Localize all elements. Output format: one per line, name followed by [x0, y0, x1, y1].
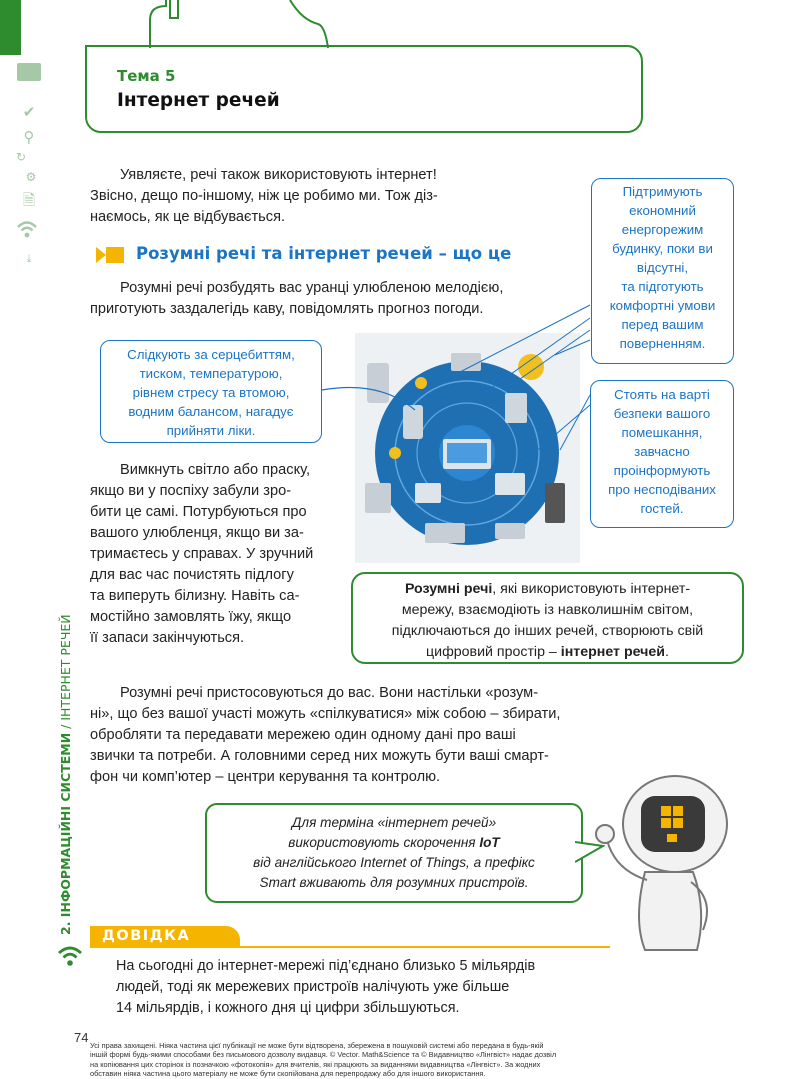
wifi-icon: [16, 218, 38, 240]
callout-security: [590, 380, 734, 528]
intro-paragraph: [90, 165, 530, 228]
download-icon: ⤓: [26, 252, 32, 265]
footer-line: обставин ніяка частина цього матеріалу не може бути скопійована для перепродажу або для іншого використання.: [90, 1069, 486, 1079]
callout-health-line: Слідкують за серцебиттям,: [127, 347, 295, 362]
callout-connectors: [320, 300, 600, 470]
paragraph-1-line: Розумні речі розбудять вас уранці улюбленою мелодією,: [120, 280, 504, 296]
section-heading-text: Розумні речі та інтернет речей – що це: [136, 244, 512, 263]
paragraph-2-line: Вимкнуть світло або праску,: [120, 462, 311, 478]
note-term-iot: IoT: [479, 835, 500, 850]
definition-term-iot: інтернет речей: [560, 644, 665, 660]
definition-text: .: [665, 644, 669, 660]
footer-line: на копіювання цих сторінок із позначкою «фотокопія» для вчителів, які працюють за виданнями видавництва «Лінгвіст». За жодних: [90, 1059, 541, 1069]
iot-note-bubble: [205, 803, 583, 903]
paragraph-2-line: її запаси закінчуються.: [90, 630, 245, 646]
reference-line: На сьогодні до інтернет-мережі під’єднано близько 5 мільярдів: [116, 958, 536, 974]
reference-line: людей, тоді як мережевих пристроїв налічують уже більше: [116, 979, 510, 995]
plug-decoration: [140, 0, 330, 48]
section-marker-bar: [106, 247, 124, 263]
callout-energy-line: економний: [629, 203, 696, 218]
note-line: Smart вживають для розумних пристроїв.: [259, 875, 529, 890]
callout-security-line: безпеки вашого: [613, 406, 711, 421]
footer-line: Усі права захищені. Ніяка частина цієї публікації не може бути відтворена, збережена в пошуковій системі або передана в будь-якій: [90, 1041, 544, 1050]
callout-security-line: проінформують: [613, 463, 711, 478]
note-line: використовують скорочення: [288, 835, 480, 850]
intro-line: наємось, як це відбувається.: [90, 209, 286, 225]
callout-security-line: помешкання,: [621, 425, 703, 440]
paragraph-3-line: фон чи комп’ютер – центри керування та контролю.: [90, 769, 441, 785]
reference-underline: [90, 946, 610, 948]
running-head-bold: 2. ІНФОРМАЦІЙНІ СИСТЕМИ: [58, 732, 73, 935]
note-line: від англійського Internet of Things, а префікс: [253, 855, 535, 870]
paragraph-3-line: Розумні речі пристосовуються до вас. Вони настільки «розум-: [120, 685, 539, 701]
callout-energy-line: будинку, поки ви: [612, 241, 713, 256]
theme-box: [85, 45, 643, 133]
callout-energy-line: перед вашим: [621, 317, 704, 332]
reference-tab: [90, 926, 240, 948]
callout-security-line: Стоять на варті: [614, 387, 710, 402]
paragraph-1-line: приготують заздалегідь каву, повідомлять прогноз погоди.: [90, 301, 484, 317]
section-marker-arrow: [96, 247, 106, 263]
running-head-vertical: [58, 580, 76, 935]
paragraph-2-line: для вас час почистять підлогу: [90, 567, 294, 583]
reference-line: 14 мільярдів, і кожного дня ці цифри збільшуються.: [116, 1000, 460, 1016]
note-line: Для терміна «інтернет речей»: [291, 815, 497, 830]
callout-energy-line: відсутні,: [636, 260, 689, 275]
definition-term-smart-things: Розумні речі: [404, 581, 493, 597]
refresh-icon: ↻: [15, 150, 27, 164]
copyright-footer: [90, 1041, 795, 1079]
running-head-rest: ІНТЕРНЕТ РЕЧЕЙ: [58, 614, 73, 721]
callout-energy-line: поверненням.: [619, 336, 706, 351]
paragraph-2: [90, 460, 352, 649]
definition-text: підключаються до інших речей, створюють свій: [391, 623, 704, 639]
paragraph-2-line: бити це самі. Потурбуються про: [90, 504, 307, 520]
callout-security-line: про несподіваних: [608, 482, 716, 497]
gear-icon: ⚙: [25, 170, 37, 184]
callout-health-line: рівнем стресу та втомою,: [132, 385, 290, 400]
callout-energy-line: Підтримують: [622, 184, 703, 199]
document-icon: 🗎: [22, 191, 36, 209]
folder-icon: [17, 63, 41, 81]
paragraph-3-line: ні», що без вашої участі можуть «спілкуватися» між собою – збирати,: [90, 706, 561, 722]
callout-health-line: прийняти ліки.: [166, 423, 256, 438]
callout-health-line: водним балансом, нагадує: [128, 404, 294, 419]
callout-energy: [591, 178, 734, 364]
callout-health-line: тиском, температурою,: [139, 366, 283, 381]
definition-text: цифровий простір –: [426, 644, 561, 660]
check-icon: ✔: [22, 103, 36, 121]
paragraph-2-line: мостійно замовлять їжу, якщо: [90, 609, 292, 625]
reference-label: ДОВІДКА: [102, 928, 191, 944]
running-head-sep: /: [58, 720, 73, 733]
callout-energy-line: та підготують: [621, 279, 704, 294]
top-green-bar: [0, 0, 21, 55]
callout-energy-line: енергорежим: [621, 222, 704, 237]
wifi-icon-bottom: [57, 944, 83, 968]
paragraph-3-line: звички та потреби. А головними серед них можуть бути ваші смарт-: [90, 748, 549, 764]
callout-security-line: гостей.: [640, 501, 684, 516]
robot-illustration: [585, 760, 735, 960]
callout-health: [100, 340, 322, 443]
page-number: 74: [74, 1030, 89, 1045]
intro-line: Уявляєте, речі також використовують інтернет!: [120, 167, 437, 183]
definition-text: мережу, взаємодіють із навколишнім світом,: [401, 602, 694, 618]
search-icon: ⚲: [23, 128, 35, 146]
reference-text: [116, 956, 616, 1019]
paragraph-2-line: та виперуть білизну. Навіть са-: [90, 588, 300, 604]
theme-title: Інтернет речей: [117, 90, 280, 111]
theme-number: Тема 5: [117, 67, 176, 85]
paragraph-3: [90, 683, 610, 788]
definition-text: , які використовують інтернет-: [492, 581, 691, 597]
footer-line: іншій формі будь-якими способами без письмового дозволу видавця. © Vector. Math&Science та © Видавництво «Лінгвіст» надає дозвіл: [90, 1050, 557, 1060]
intro-line: Звісно, дещо по-іншому, ніж це робимо ми. Тож діз-: [90, 188, 438, 204]
left-icon-column: [14, 55, 44, 280]
definition-box: [351, 572, 744, 664]
paragraph-2-line: вашого улюбленця, якщо ви за-: [90, 525, 304, 541]
callout-energy-line: комфортні умови: [609, 298, 716, 313]
paragraph-2-line: якщо ви у поспіху забули зро-: [90, 483, 292, 499]
paragraph-3-line: обробляти та передавати мережею один одному дані про ваші: [90, 727, 516, 743]
callout-security-line: завчасно: [634, 444, 690, 459]
paragraph-2-line: тримаєтесь у справах. У зручний: [90, 546, 314, 562]
